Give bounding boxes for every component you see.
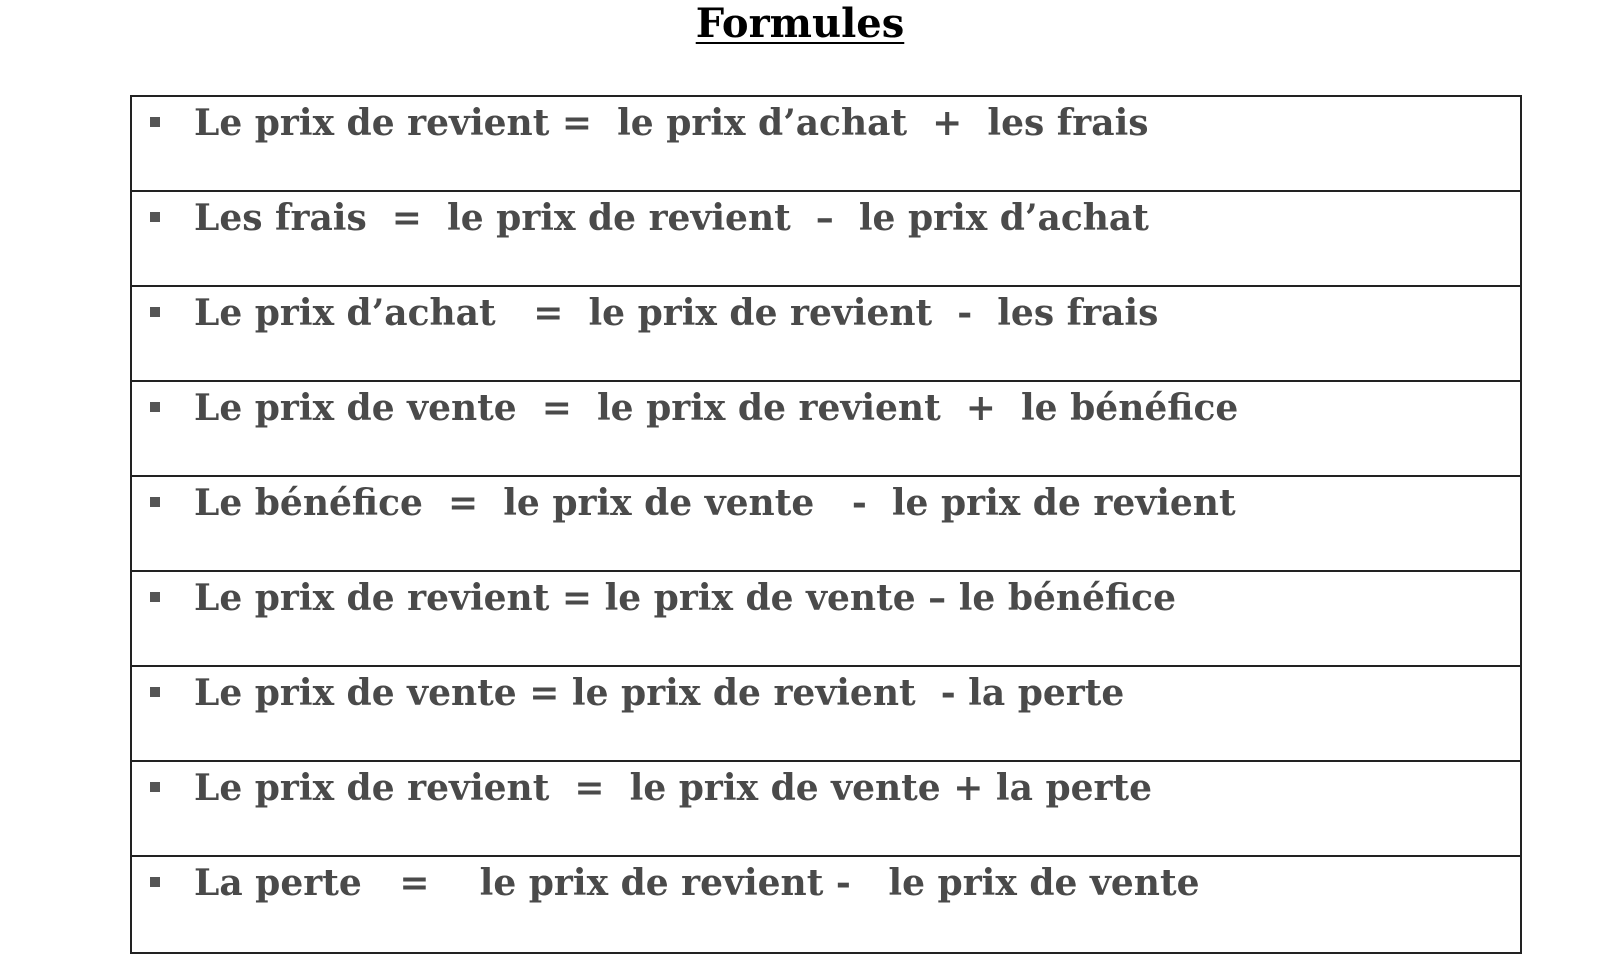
- formula-text: Les frais = le prix de revient – le prix d’achat: [194, 197, 1149, 239]
- formula-text: Le prix d’achat = le prix de revient - les frais: [194, 292, 1159, 334]
- square-bullet-icon: [150, 497, 160, 507]
- square-bullet-icon: [150, 687, 160, 697]
- formula-row: [132, 572, 1520, 667]
- formula-table: [130, 95, 1522, 954]
- formula-text: Le prix de revient = le prix d’achat + les frais: [194, 102, 1149, 144]
- square-bullet-icon: [150, 307, 160, 317]
- square-bullet-icon: [150, 877, 160, 887]
- square-bullet-icon: [150, 402, 160, 412]
- formula-text: Le prix de revient = le prix de vente + la perte: [194, 767, 1153, 809]
- formula-text: Le prix de revient = le prix de vente – le bénéfice: [194, 577, 1176, 619]
- formula-text: Le bénéfice = le prix de vente - le prix de revient: [194, 482, 1236, 524]
- formula-row: [132, 192, 1520, 287]
- page-title: Formules: [695, 0, 905, 47]
- formula-text: La perte = le prix de revient - le prix de vente: [194, 862, 1200, 904]
- square-bullet-icon: [150, 212, 160, 222]
- square-bullet-icon: [150, 592, 160, 602]
- formula-row: [132, 857, 1520, 952]
- square-bullet-icon: [150, 117, 160, 127]
- formula-text: Le prix de vente = le prix de revient + le bénéfice: [194, 387, 1239, 429]
- formula-row: [132, 667, 1520, 762]
- formula-row: [132, 382, 1520, 477]
- formula-row: [132, 477, 1520, 572]
- square-bullet-icon: [150, 782, 160, 792]
- formula-row: [132, 762, 1520, 857]
- formula-text: Le prix de vente = le prix de revient - la perte: [194, 672, 1125, 714]
- formula-row: [132, 97, 1520, 192]
- formula-row: [132, 287, 1520, 382]
